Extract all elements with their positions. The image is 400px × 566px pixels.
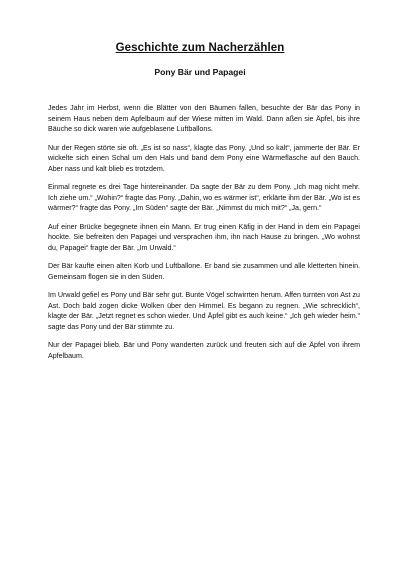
story-paragraph: Der Bär kaufte einen alten Korb und Luftballone. Er band sie zusammen und alle kletterten hinein. Gemeinsam flogen sie in den Süden. [48, 262, 360, 281]
story-paragraph: Einmal regnete es drei Tage hintereinander. Da sagte der Bär zu dem Pony. „Ich mag nicht mehr. Ich ziehe um.“ „Wohin?“ fragte das Pony. „Dahin, wo es wärmer ist“, erklärte ihm der Bär. „Wo ist es wärmer?“ fragte das Pony. „Im Süden“ sagte der Bär. „Nimmst du mich mit?“ „Ja, gern.“ [48, 183, 360, 212]
story-subtitle: Pony Bär und Papagei [154, 67, 246, 77]
story-paragraph: Im Urwald gefiel es Pony und Bär sehr gut. Bunte Vögel schwirrten herum. Affen turnten von Ast zu Ast. Doch bald zogen dicke Wolken über den Himmel. Es begann zu regnen. „Wie schrecklich“, klagte der Bär. „Jetzt regnet es schon wieder. Und Äpfel gibt es auch keine.“ „Ich geh wieder heim.“ sagte das Pony und der Bär stimmte zu. [48, 291, 360, 331]
story-paragraph: Nur der Regen störte sie oft. „Es ist so nass“, klagte das Pony. „Und so kalt“, jammerte der Bär. Er wickelte sich einen Schal um den Hals und band dem Pony eine Wärmeflasche auf den Bauch. Aber nass und kalt blieb es trotzdem. [48, 143, 360, 173]
page-title: Geschichte zum Nacherzählen [115, 42, 285, 54]
story-paragraph: Auf einer Brücke begegnete ihnen ein Mann. Er trug einen Käfig in der Hand in dem ein Papagei hockte. Sie befreiten den Papagei und versprachen ihm, ihn nach Hause zu bringen. „Wo wohnst du, Papagei“ fragte der Bär. „Im Urwald.“ [48, 222, 360, 252]
story-body [48, 103, 360, 369]
story-paragraph: Jedes Jahr im Herbst, wenn die Blätter von den Bäumen fallen, besuchte der Bär das Pony in seinem Haus neben dem Apfelbaum auf der Wiese mitten im Wald. Dann aßen sie Äpfel, bis ihre Bäuche so dick waren wie aufgeblasene Luftballons. [48, 104, 360, 133]
story-paragraph: Nur der Papagei blieb. Bär und Pony wanderten zurück und freuten sich auf die Äpfel von ihrem Apfelbaum. [48, 341, 360, 360]
